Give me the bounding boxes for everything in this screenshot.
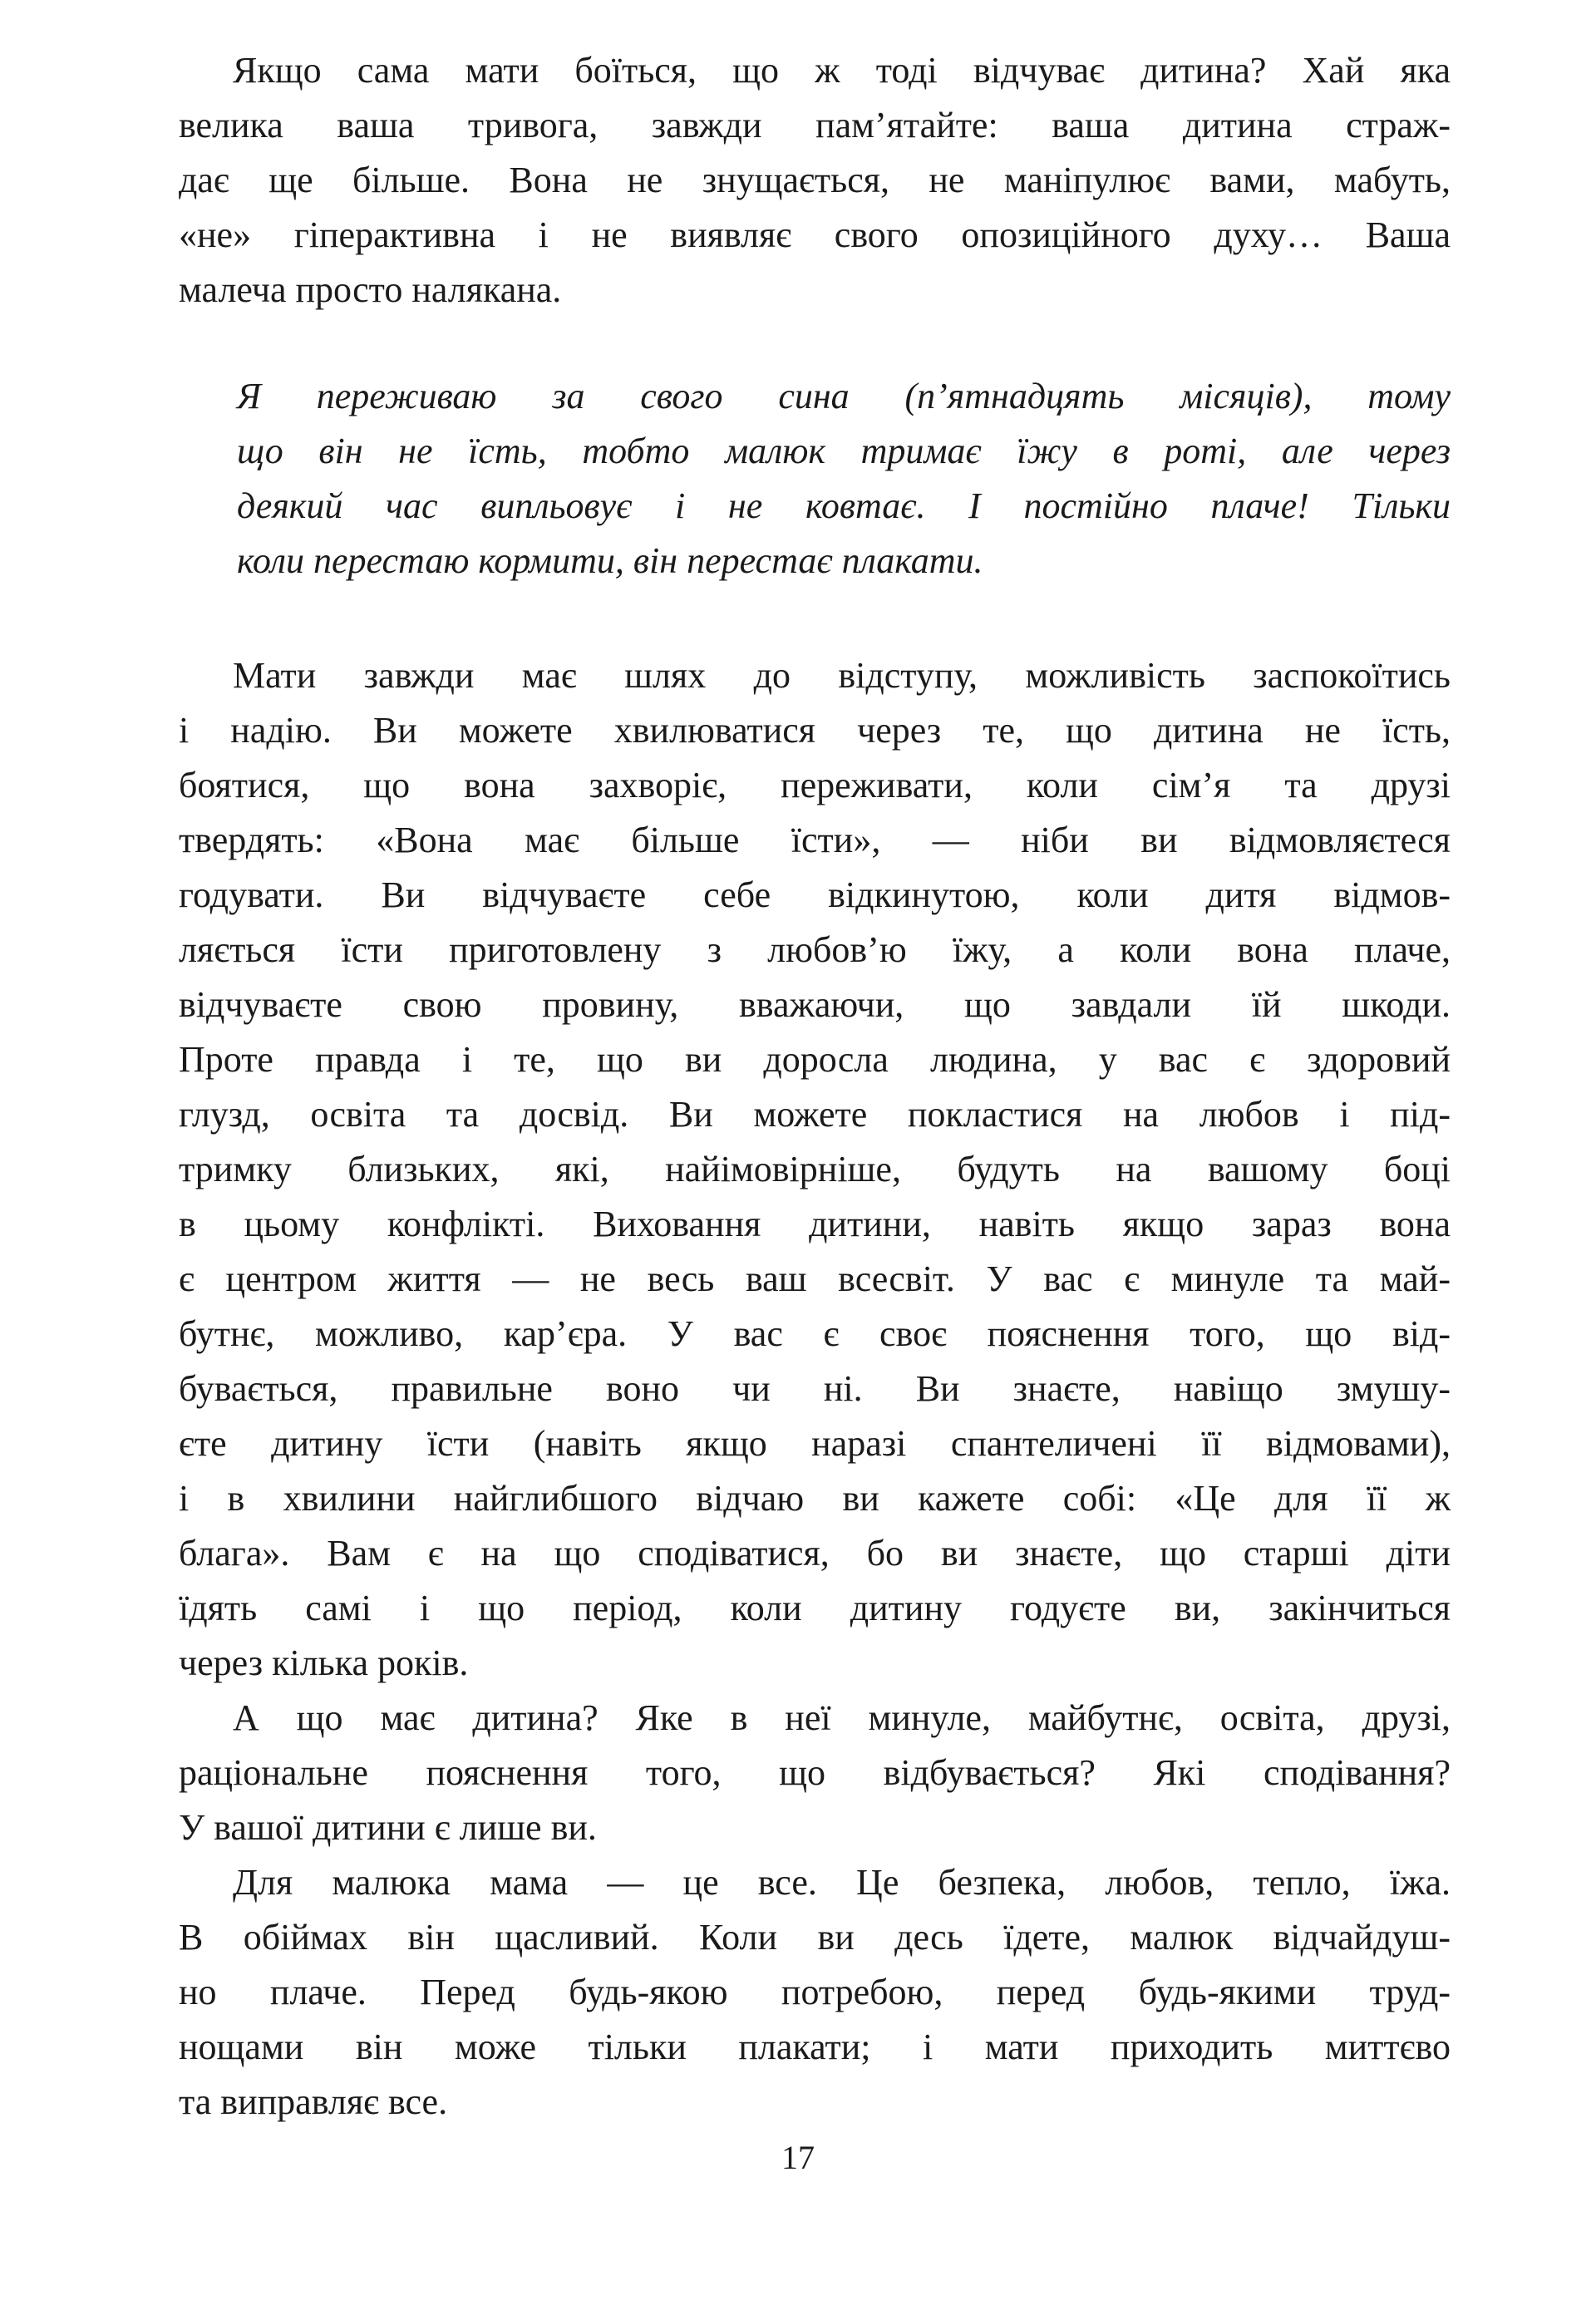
body-paragraph	[179, 648, 1451, 1691]
text-line: і в хвилини найглибшого відчаю ви кажете собі: «Це для її ж	[179, 1478, 1451, 1519]
text-line: глузд, освіта та досвід. Ви можете покластися на любов і під-	[179, 1094, 1451, 1135]
text-line: Для малюка мама — це все. Це безпека, любов, тепло, їжа.	[233, 1862, 1451, 1903]
text-line: «не» гіперактивна і не виявляє свого опозиційного духу… Ваша	[179, 214, 1451, 255]
text-line: їдять самі і що період, коли дитину годуєте ви, закінчиться	[179, 1588, 1451, 1628]
text-line: боятися, що вона захворіє, переживати, коли сім’я та друзі	[179, 765, 1451, 805]
text-line: твердять: «Вона має більше їсти», — ніби ви відмовляєтеся	[179, 820, 1451, 860]
text-line: та виправляє все.	[179, 2081, 448, 2122]
text-line: деякий час випльовує і не ковтає. І постійно плаче! Тільки	[237, 485, 1451, 526]
text-line: но плаче. Перед будь-якою потребою, перед будь-якими труд-	[179, 1972, 1451, 2012]
text-line: і надію. Ви можете хвилюватися через те, що дитина не їсть,	[179, 710, 1451, 751]
text-line: коли перестаю кормити, він перестає плакати.	[237, 540, 983, 581]
text-line: Я переживаю за свого сина (п’ятнадцять місяців), тому	[237, 376, 1451, 416]
text-line: У вашої дитини є лише ви.	[179, 1807, 597, 1848]
page-number: 17	[781, 2139, 815, 2176]
text-line: єте дитину їсти (навіть якщо наразі спантеличені її відмовами),	[179, 1423, 1451, 1464]
text-line: є центром життя — не весь ваш всесвіт. У вас є минуле та май-	[179, 1258, 1451, 1299]
text-line: Якщо сама мати боїться, що ж тоді відчуває дитина? Хай яка	[233, 50, 1451, 91]
text-line: А що має дитина? Яке в неї минуле, майбутнє, освіта, друзі,	[233, 1697, 1451, 1738]
text-line: дає ще більше. Вона не знущається, не маніпулює вами, мабуть,	[179, 160, 1451, 200]
text-line: що він не їсть, тобто малюк тримає їжу в роті, але через	[237, 431, 1451, 471]
text-line: Проте правда і те, що ви доросла людина, у вас є здоровий	[179, 1039, 1451, 1080]
text-line: бутнє, можливо, кар’єра. У вас є своє пояснення того, що від-	[179, 1313, 1451, 1354]
block-quote	[179, 369, 1451, 589]
text-line: ляється їсти приготовлену з любов’ю їжу, а коли вона плаче,	[179, 929, 1451, 970]
text-line: велика ваша тривога, завжди пам’ятайте: ваша дитина страж-	[179, 105, 1451, 145]
text-line: відчуваєте свою провину, вважаючи, що завдали їй шкоди.	[179, 984, 1451, 1025]
text-line: в цьому конфлікті. Виховання дитини, навіть якщо зараз вона	[179, 1204, 1451, 1244]
text-line: бувається, правильне воно чи ні. Ви знаєте, навіщо змушу-	[179, 1368, 1451, 1409]
text-line: блага». Вам є на що сподіватися, бо ви знаєте, що старші діти	[179, 1533, 1451, 1574]
body-paragraph	[179, 1855, 1451, 2130]
text-line: годувати. Ви відчуваєте себе відкинутою, коли дитя відмов-	[179, 874, 1451, 915]
page-text	[179, 43, 1451, 2130]
text-line: малеча просто налякана.	[179, 269, 562, 310]
body-paragraph	[179, 1691, 1451, 1855]
text-line: через кілька років.	[179, 1643, 469, 1683]
text-line: Мати завжди має шлях до відступу, можливість заспокоїтись	[233, 655, 1451, 696]
body-paragraph	[179, 43, 1451, 318]
text-line: раціональне пояснення того, що відбувається? Які сподівання?	[179, 1752, 1451, 1793]
text-line: тримку близьких, які, найімовірніше, будуть на вашому боці	[179, 1149, 1451, 1189]
text-line: нощами він може тільки плакати; і мати приходить миттєво	[179, 2027, 1451, 2067]
text-line: В обіймах він щасливий. Коли ви десь їдете, малюк відчайдуш-	[179, 1917, 1451, 1958]
